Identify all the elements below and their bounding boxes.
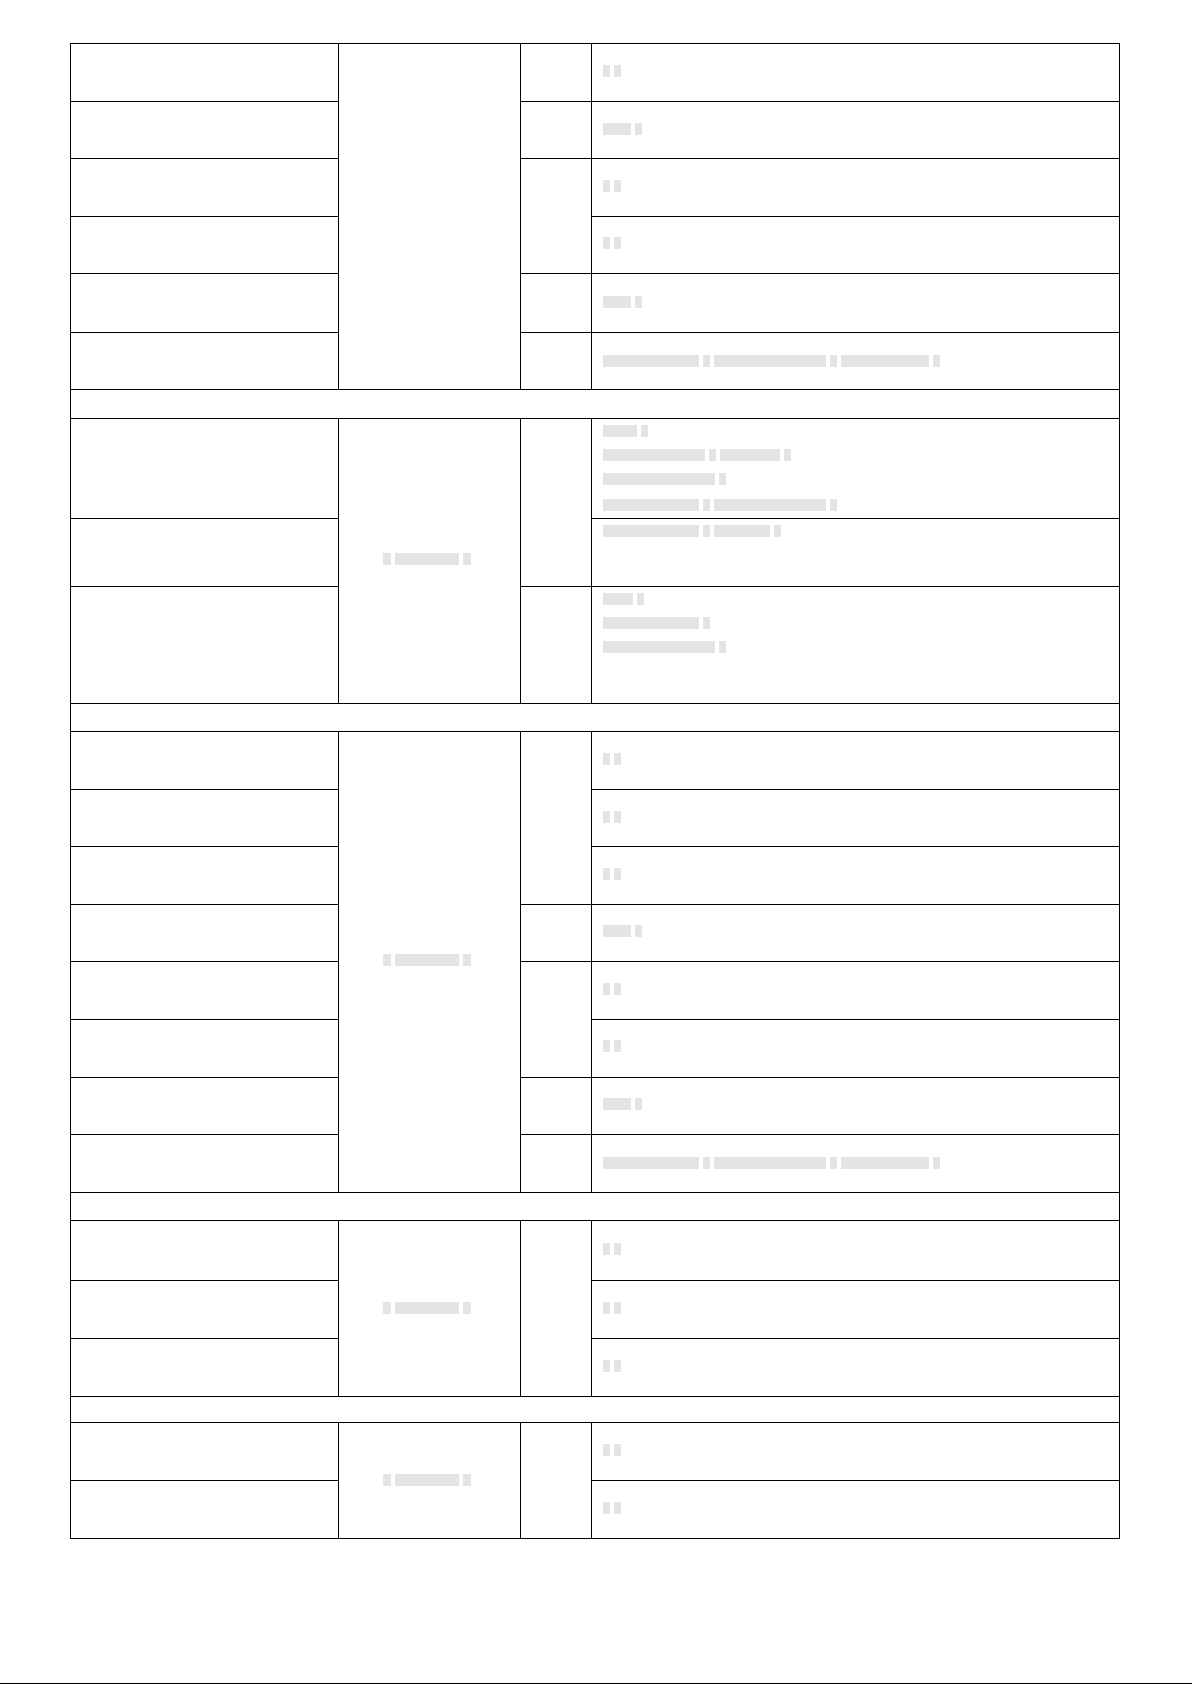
column-divider [338,1220,339,1396]
row-divider-value-col [591,332,1120,333]
value-text [603,449,705,461]
value-text [641,425,648,437]
row-divider-value-col [591,1280,1120,1281]
column-divider [338,731,339,1192]
page-bottom-rule [0,1683,1192,1684]
column-divider [591,418,592,703]
row-divider-item-col [70,961,338,962]
value-text [703,525,710,537]
row-divider-item-col [70,846,338,847]
value-text [614,1243,621,1255]
value-text [603,499,699,511]
value-text [830,1157,837,1169]
group-label-text [395,954,459,966]
value-text [614,753,621,765]
value-text [841,1157,929,1169]
value-text [841,355,929,367]
row-divider-value-col [591,1019,1120,1020]
value-text [635,296,642,308]
section-header-row-bottom [70,418,1120,419]
column-divider [520,1220,521,1396]
value-text [614,1360,621,1372]
value-text [714,355,826,367]
value-text [614,180,621,192]
group-label-text [463,1474,471,1486]
value-text [603,1360,610,1372]
row-divider-value-col [591,904,1120,905]
table-border-bottom [70,1538,1120,1539]
group-label-text [463,1302,471,1314]
row-divider-value-col [591,1134,1120,1135]
row-divider-item-col [70,586,338,587]
value-text [614,811,621,823]
column-divider [591,1220,592,1396]
value-text [635,1098,642,1110]
value-text [603,65,610,77]
row-divider-value-col [591,789,1120,790]
value-text [603,925,631,937]
value-text [603,868,610,880]
value-text [603,237,610,249]
value-text [603,180,610,192]
value-text [635,123,642,135]
row-divider-type-col [520,1077,591,1078]
row-divider-value-col [591,1480,1120,1481]
table-border-left [70,43,71,1539]
value-text [603,1098,631,1110]
value-text [603,1040,610,1052]
value-text [603,425,637,437]
value-text [709,449,716,461]
row-divider-type-col [520,158,591,159]
group-label-text [395,1302,459,1314]
value-text [603,617,699,629]
group-label-text [383,1474,391,1486]
group-label-text [383,1302,391,1314]
value-text [637,593,644,605]
column-divider [520,418,521,703]
section-header-row-bottom [70,1220,1120,1221]
value-text [830,355,837,367]
row-divider-item-col [70,789,338,790]
row-divider-item-col [70,273,338,274]
group-label-text [463,954,471,966]
column-divider [520,43,521,389]
value-text [603,296,631,308]
section-header-row-bottom [70,731,1120,732]
row-divider-value-col [591,518,1120,519]
row-divider-item-col [70,1338,338,1339]
section-header-row-top [70,1192,1120,1193]
value-text [774,525,781,537]
value-text [603,355,699,367]
group-label-text [383,553,391,565]
row-divider-item-col [70,158,338,159]
section-header-row-top [70,389,1120,390]
value-text [614,1302,621,1314]
column-divider [338,1422,339,1538]
value-text [603,753,610,765]
value-text [614,65,621,77]
value-text [614,1040,621,1052]
row-divider-value-col [591,216,1120,217]
value-text [933,355,940,367]
row-divider-item-col [70,1480,338,1481]
value-text [603,1302,610,1314]
row-divider-value-col [591,158,1120,159]
row-divider-item-col [70,904,338,905]
group-label-text [395,553,459,565]
value-text [603,123,631,135]
value-text [603,1243,610,1255]
column-divider [520,1422,521,1538]
value-text [635,925,642,937]
row-divider-value-col [591,586,1120,587]
value-text [714,499,826,511]
column-divider [338,43,339,389]
table-border-top [70,43,1120,44]
value-text [719,473,726,485]
row-divider-type-col [520,332,591,333]
value-text [603,1444,610,1456]
value-text [603,811,610,823]
column-divider [338,418,339,703]
row-divider-item-col [70,101,338,102]
value-text [603,1502,610,1514]
value-text [933,1157,940,1169]
group-label-text [463,553,471,565]
row-divider-type-col [520,961,591,962]
value-text [784,449,791,461]
value-text [603,525,699,537]
row-divider-type-col [520,1134,591,1135]
row-divider-value-col [591,846,1120,847]
row-divider-item-col [70,1280,338,1281]
value-text [703,355,710,367]
value-text [614,1502,621,1514]
row-divider-value-col [591,1077,1120,1078]
row-divider-item-col [70,1019,338,1020]
value-text [614,1444,621,1456]
value-text [830,499,837,511]
group-label-text [383,954,391,966]
row-divider-type-col [520,101,591,102]
section-header-row-top [70,1396,1120,1397]
value-text [603,473,715,485]
value-text [603,641,715,653]
value-text [703,1157,710,1169]
row-divider-item-col [70,332,338,333]
row-divider-item-col [70,216,338,217]
row-divider-type-col [520,586,591,587]
value-text [603,1157,699,1169]
section-header-row-top [70,703,1120,704]
value-text [719,641,726,653]
value-text [714,1157,826,1169]
row-divider-value-col [591,273,1120,274]
row-divider-item-col [70,518,338,519]
row-divider-type-col [520,904,591,905]
value-text [703,617,710,629]
value-text [614,983,621,995]
value-text [720,449,780,461]
value-text [614,868,621,880]
table-border-right [1119,43,1120,1539]
value-text [614,237,621,249]
row-divider-type-col [520,273,591,274]
row-divider-value-col [591,1338,1120,1339]
row-divider-item-col [70,1077,338,1078]
row-divider-value-col [591,961,1120,962]
value-text [603,593,633,605]
row-divider-value-col [591,101,1120,102]
value-text [603,983,610,995]
section-header-row-bottom [70,1422,1120,1423]
value-text [703,499,710,511]
value-text [714,525,770,537]
group-label-text [395,1474,459,1486]
row-divider-item-col [70,1134,338,1135]
